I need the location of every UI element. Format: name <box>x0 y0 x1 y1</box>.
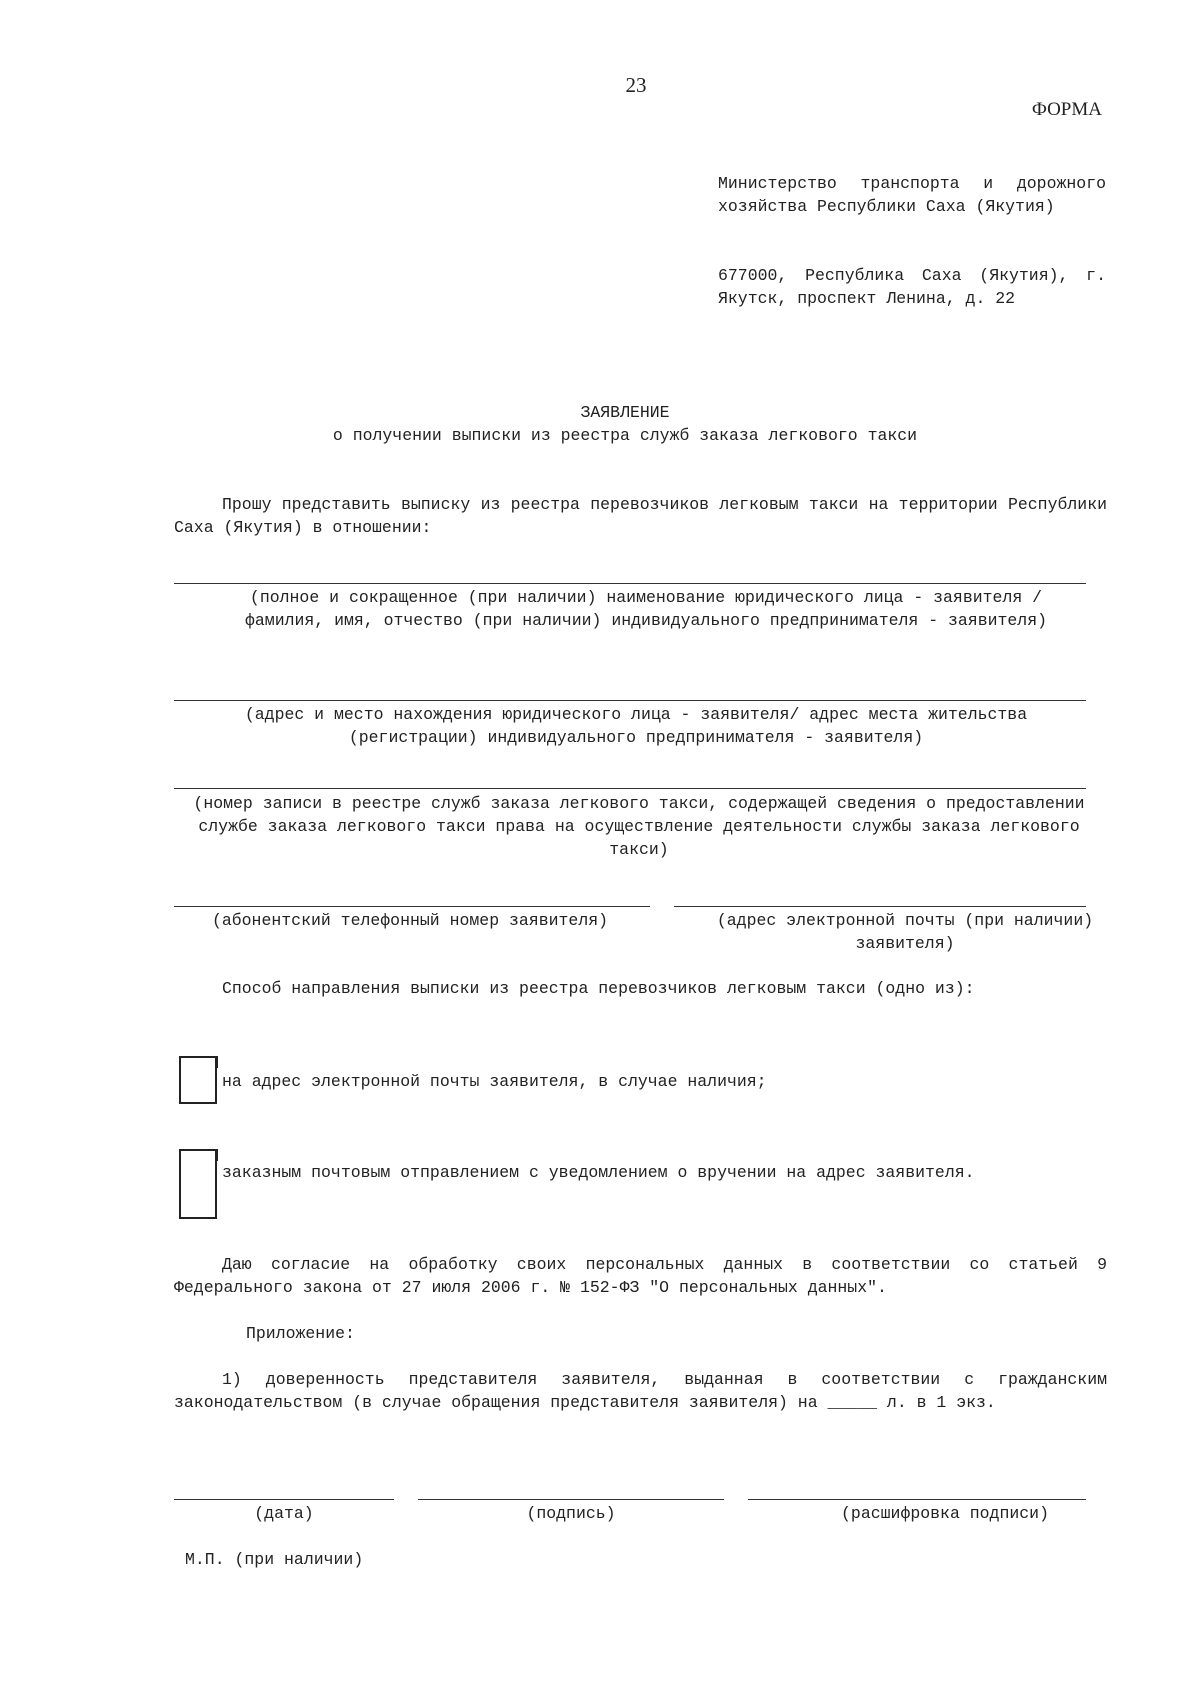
stamp-note: М.П. (при наличии) <box>185 1550 364 1569</box>
applicant-address-line[interactable] <box>174 700 1086 701</box>
document-title: ЗАЯВЛЕНИЕ <box>580 403 670 422</box>
signature-line[interactable] <box>418 1499 724 1500</box>
addressee-organization: Министерство транспорта и дорожного хозяйства Республики Саха (Якутия) <box>718 174 1106 216</box>
email-delivery-option-label: на адрес электронной почты заявителя, в случае наличия; <box>222 1072 767 1091</box>
attachment-label: Приложение: <box>246 1324 355 1343</box>
post-delivery-option-label: заказным почтовым отправлением с уведомлением о вручении на адрес заявителя. <box>222 1163 975 1182</box>
email-delivery-checkbox[interactable] <box>179 1056 217 1104</box>
request-paragraph: Прошу представить выписку из реестра перевозчиков легковым такси на территории Республики Саха (Якутия) в отношении: <box>174 495 1107 537</box>
consent-paragraph: Даю согласие на обработку своих персональных данных в соответствии со статьей 9 Федерального закона от 27 июля 2006 г. № 152-ФЗ "О персональных данных". <box>174 1255 1107 1297</box>
checkbox-tick-mark <box>217 1149 218 1161</box>
registry-number-line[interactable] <box>174 788 1086 789</box>
date-caption: (дата) <box>254 1504 314 1523</box>
document-subtitle: о получении выписки из реестра служб заказа легкового такси <box>332 426 918 445</box>
email-line[interactable] <box>674 906 1086 907</box>
phone-caption: (абонентский телефонный номер заявителя) <box>211 911 609 930</box>
registry-number-caption: (номер записи в реестре служб заказа легкового такси, содержащей сведения о предоставлении службе заказа легкового такси права на осуществление деятельности службы заказа легкового такси) <box>193 794 1085 859</box>
form-label: ФОРМА <box>1031 99 1102 120</box>
attachment-item-1: 1) доверенность представителя заявителя, выданная в соответствии с гражданским законодательством (в случае обращения представителя заявителя) на _____ л. в 1 экз. <box>174 1370 1107 1412</box>
signature-caption: (подпись) <box>526 1504 616 1523</box>
email-caption: (адрес электронной почты (при наличии) заявителя) <box>716 911 1094 953</box>
signature-decoding-line[interactable] <box>748 1499 1086 1500</box>
date-line[interactable] <box>174 1499 394 1500</box>
addressee-address: 677000, Республика Саха (Якутия), г. Якутск, проспект Ленина, д. 22 <box>718 266 1106 308</box>
post-delivery-checkbox[interactable] <box>179 1149 217 1219</box>
page-number: 23 <box>625 73 647 97</box>
applicant-name-line[interactable] <box>174 583 1086 584</box>
signature-decoding-caption: (расшифровка подписи) <box>841 1504 1049 1523</box>
applicant-name-caption: (полное и сокращенное (при наличии) наименование юридического лица - заявителя / фамилия, имя, отчество (при наличии) индивидуального предпринимателя - заявителя) <box>244 588 1048 630</box>
delivery-intro: Способ направления выписки из реестра перевозчиков легковым такси (одно из): <box>222 979 975 998</box>
phone-line[interactable] <box>174 906 650 907</box>
applicant-address-caption: (адрес и место нахождения юридического лица - заявителя/ адрес места жительства (регистрации) индивидуального предпринимателя - заявителя) <box>244 705 1028 747</box>
checkbox-tick-mark <box>217 1056 218 1068</box>
